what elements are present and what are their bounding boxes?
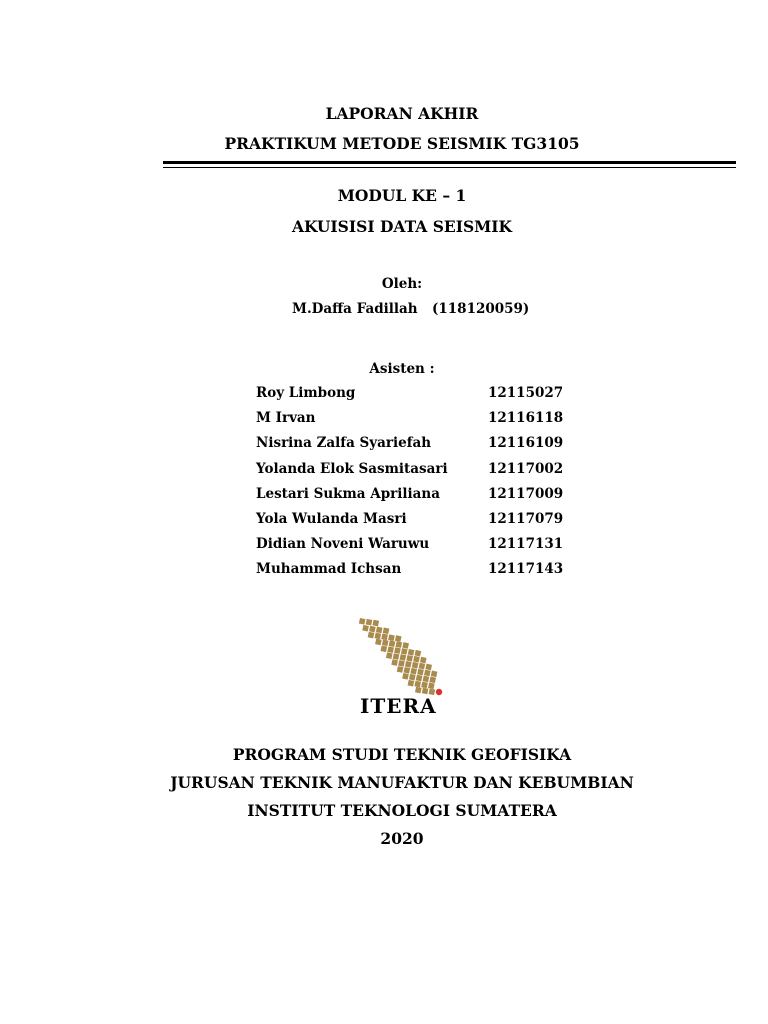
logo-tile: [383, 628, 390, 635]
logo-tile: [393, 653, 400, 660]
logo-tile: [400, 654, 407, 661]
logo-tile: [408, 649, 415, 656]
logo-tile: [396, 641, 403, 648]
divider-thin: [163, 167, 736, 168]
logo-tile: [401, 648, 408, 655]
assistant-name: Nisrina Zalfa Syariefah: [256, 435, 432, 452]
logo-tile: [387, 646, 394, 653]
institute: INSTITUT TEKNOLOGI SUMATERA: [247, 801, 557, 820]
logo-tile: [368, 632, 375, 639]
assistant-id: 12117131: [488, 536, 564, 553]
logo-tile: [408, 680, 415, 687]
logo-tile: [402, 642, 409, 649]
logo-tile: [362, 625, 369, 632]
logo-tile: [424, 670, 431, 677]
logo-tile: [402, 673, 409, 680]
assistant-id: 12117002: [488, 460, 564, 477]
logo-tile: [429, 677, 436, 684]
logo-red-dot: [436, 689, 442, 695]
logo-tile: [405, 661, 412, 668]
assistant-name: Muhammad Ichsan: [256, 561, 402, 578]
logo-tile: [359, 618, 366, 625]
logo-tile: [410, 668, 417, 675]
divider-thick: [163, 161, 736, 164]
module-title: AKUISISI DATA SEISMIK: [291, 217, 513, 236]
logo-tile: [381, 634, 388, 641]
logo-tile: [417, 669, 424, 676]
logo-text: ITERA: [360, 694, 437, 718]
author-name: M.Daffa Fadillah: [292, 301, 418, 317]
logo-tile: [389, 640, 396, 647]
logo-tile: [419, 663, 426, 670]
logo-tile: [382, 640, 389, 647]
logo-tile: [375, 639, 382, 646]
logo-tile: [397, 666, 404, 673]
assistant-name: Yolanda Elok Sasmitasari: [256, 460, 448, 477]
author-label: Oleh:: [381, 276, 423, 292]
logo-tile: [404, 667, 411, 674]
logo-tile: [369, 626, 376, 633]
author-nim: (118120059): [432, 301, 530, 317]
logo-tile: [388, 634, 395, 641]
assistant-name: M Irvan: [256, 410, 316, 427]
logo-tile: [380, 646, 387, 653]
author-line: [292, 301, 530, 317]
assistant-id: 12117079: [488, 510, 564, 527]
logo-tile: [420, 657, 427, 664]
logo-tile: [412, 662, 419, 669]
assistant-name: Roy Limbong: [256, 385, 356, 401]
logo-tile: [413, 656, 420, 663]
logo-tile: [409, 674, 416, 681]
logo-tile: [414, 681, 421, 688]
logo-tile: [425, 664, 432, 671]
module-number: MODUL KE – 1: [337, 186, 467, 205]
department: JURUSAN TEKNIK MANUFAKTUR DAN KEBUMBIAN: [170, 773, 634, 792]
logo-tile: [415, 687, 422, 694]
logo-tile: [386, 652, 393, 659]
course-title: PRAKTIKUM METODE SEISMIK TG3105: [224, 134, 580, 153]
logo-tiles: [359, 618, 438, 695]
assistant-id: 12117143: [488, 561, 564, 578]
assistant-id: 12116109: [488, 435, 564, 452]
logo-tile: [421, 682, 428, 689]
logo-tile: [391, 659, 398, 666]
logo-tile: [372, 620, 379, 627]
assistant-name: Didian Noveni Waruwu: [256, 536, 430, 553]
logo-tile: [376, 627, 383, 634]
study-program: PROGRAM STUDI TEKNIK GEOFISIKA: [232, 745, 572, 764]
assistant-id: 12115027: [488, 385, 564, 401]
assistant-name: Lestari Sukma Apriliana: [256, 485, 440, 502]
logo-tile: [398, 660, 405, 667]
report-title: LAPORAN AKHIR: [325, 104, 479, 123]
assistant-id: 12116118: [488, 410, 564, 427]
assistant-id: 12117009: [488, 485, 564, 502]
logo-tile: [406, 655, 413, 662]
logo-tile: [395, 635, 402, 642]
logo-tile: [394, 647, 401, 654]
logo-tile: [374, 633, 381, 640]
logo-tile: [366, 619, 373, 626]
logo-tile: [415, 650, 422, 657]
logo-tile: [431, 671, 438, 678]
logo-tile: [416, 675, 423, 682]
itera-logo-icon: [358, 616, 448, 698]
year: 2020: [380, 829, 424, 848]
logo-tile: [423, 676, 430, 683]
logo-tile: [428, 683, 435, 690]
assistant-name: Yola Wulanda Masri: [256, 510, 407, 527]
assistants-label: Asisten :: [369, 361, 435, 377]
